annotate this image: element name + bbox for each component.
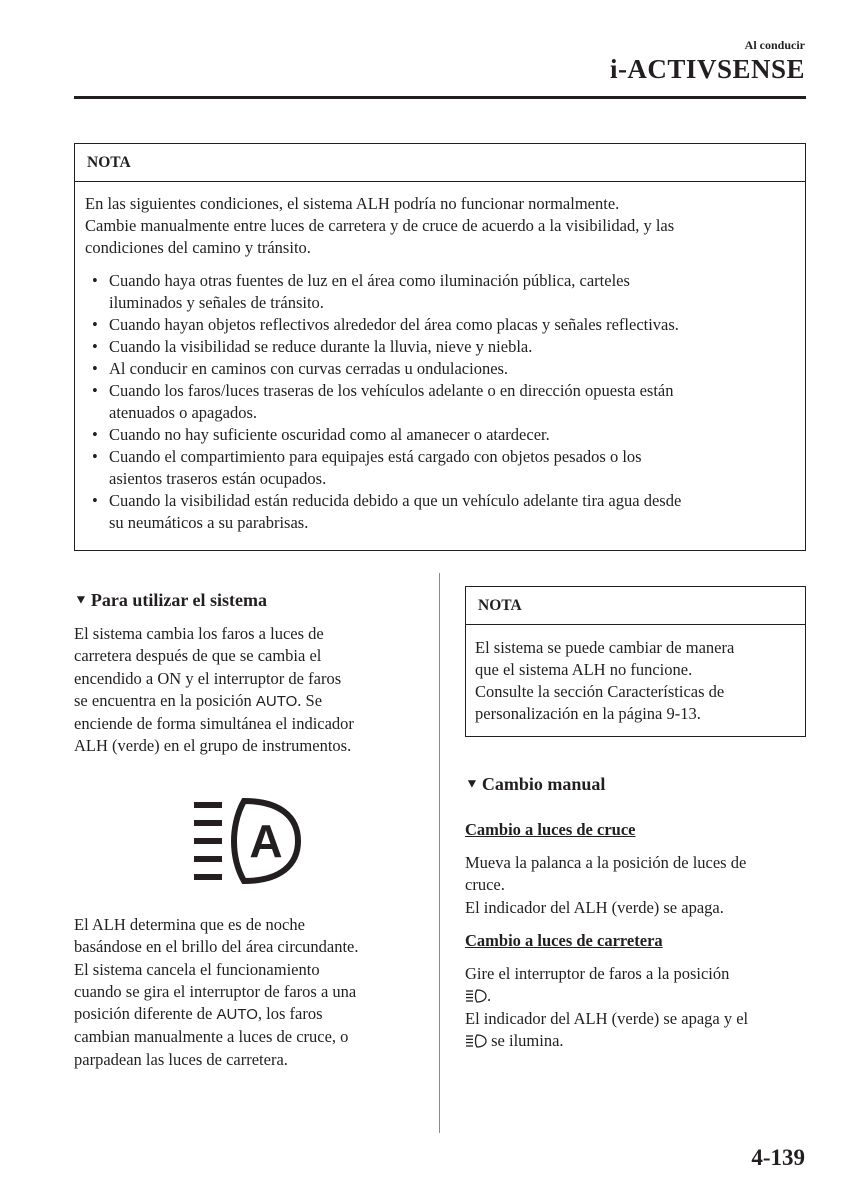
note-intro — [85, 193, 795, 259]
text-line: Gire el interruptor de faros a la posición — [465, 964, 730, 983]
paragraph-system-description — [74, 623, 424, 758]
note-label: NOTA — [75, 144, 805, 182]
text-line: carretera después de que se cambia el — [74, 646, 322, 666]
paragraph-high-beam — [465, 963, 810, 1052]
text-line: Consulte la sección Características de — [475, 682, 725, 701]
page-title: i-ACTIVSENSE — [609, 54, 805, 84]
note-label: NOTA — [466, 587, 805, 625]
auto-position-label: AUTO — [255, 692, 298, 710]
note-intro-line: Cambie manualmente entre luces de carretera y de cruce de acuerdo a la visibilidad, y las — [85, 216, 675, 235]
headlight-icon — [465, 989, 487, 1003]
triangle-bullet-icon: ▼ — [465, 777, 479, 791]
text-span: . Se — [297, 690, 323, 710]
list-item-line: • Cuando el compartimiento para equipajes está cargado con objetos pesados o los — [109, 447, 642, 466]
list-item-line: • Cuando hayan objetos reflectivos alrededor del área como placas y señales reflectivas. — [109, 315, 679, 334]
note-body — [466, 637, 805, 725]
icon-letter: A — [249, 815, 283, 867]
section-title-use-system — [74, 590, 267, 611]
conditions-list — [85, 270, 795, 534]
header-rule — [74, 96, 806, 99]
list-item — [85, 270, 795, 314]
paragraph-low-beam — [465, 852, 810, 919]
note-box-customization — [465, 586, 806, 737]
auto-position-label: AUTO — [216, 1006, 258, 1024]
list-item — [85, 314, 795, 336]
list-item-line: su neumáticos a su parabrisas. — [109, 513, 309, 532]
text-line: cambian manualmente a luces de cruce, o — [74, 1027, 349, 1047]
text-line: ALH (verde) en el grupo de instrumentos. — [74, 736, 352, 756]
list-item — [85, 490, 795, 534]
list-item — [85, 446, 795, 490]
text-line: enciende de forma simultánea el indicador — [74, 714, 354, 734]
list-item — [85, 358, 795, 380]
text-line: El sistema se puede cambiar de manera — [475, 638, 735, 657]
text-line — [465, 1030, 810, 1052]
text-line: El sistema cambia los faros a luces de — [74, 624, 324, 643]
list-item — [85, 336, 795, 358]
text-span: se encuentra en la posición — [74, 690, 256, 710]
list-item-line: asientos traseros están ocupados. — [109, 469, 327, 488]
text-span: se ilumina. — [487, 1030, 564, 1050]
section-title-manual-change — [465, 774, 605, 795]
section-title-text: Para utilizar el sistema — [90, 590, 267, 610]
text-span: , los faros — [257, 1004, 323, 1024]
column-divider — [439, 573, 440, 1133]
subsection-title-low-beam: Cambio a luces de cruce — [465, 820, 636, 839]
text-line — [465, 985, 810, 1007]
text-line: basándose en el brillo del área circundante. — [74, 937, 359, 957]
section-title-text: Cambio manual — [481, 774, 606, 794]
list-item — [85, 380, 795, 424]
text-line: Mueva la palanca a la posición de luces de — [465, 853, 747, 872]
list-item-line: • Cuando haya otras fuentes de luz en el área como iluminación pública, carteles — [109, 271, 630, 290]
text-line — [74, 690, 424, 713]
auto-headlight-icon — [188, 795, 306, 885]
text-span: posición diferente de — [74, 1004, 217, 1024]
list-item-line: • Cuando la visibilidad se reduce durante la lluvia, nieve y niebla. — [109, 337, 533, 356]
text-line: cruce. — [465, 875, 505, 895]
text-span: . — [487, 986, 492, 1006]
list-item — [85, 424, 795, 446]
text-line: que el sistema ALH no funcione. — [475, 660, 693, 679]
text-line: encendido a ON y el interruptor de faros — [74, 668, 342, 688]
triangle-bullet-icon: ▼ — [74, 593, 88, 607]
list-item-line: iluminados y señales de tránsito. — [109, 293, 324, 312]
note-box-conditions — [74, 143, 806, 551]
list-item-line: atenuados o apagados. — [109, 403, 257, 422]
list-item-line: • Al conducir en caminos con curvas cerradas u ondulaciones. — [109, 359, 509, 378]
text-line: cuando se gira el interruptor de faros a una — [74, 981, 357, 1001]
paragraph-alh-operation — [74, 914, 424, 1071]
headlight-icon — [465, 1034, 487, 1048]
subsection-title-high-beam: Cambio a luces de carretera — [465, 931, 663, 950]
note-intro-line: condiciones del camino y tránsito. — [85, 238, 311, 257]
text-line: El sistema cancela el funcionamiento — [74, 959, 320, 979]
text-line: El indicador del ALH (verde) se apaga y el — [465, 1008, 749, 1028]
text-line: El ALH determina que es de noche — [74, 915, 305, 934]
chapter-label: Al conducir — [744, 38, 805, 52]
text-line: El indicador del ALH (verde) se apaga. — [465, 897, 724, 917]
page-number: 4-139 — [751, 1145, 805, 1170]
text-line — [74, 1003, 424, 1026]
text-line: parpadean las luces de carretera. — [74, 1049, 288, 1069]
list-item-line: • Cuando no hay suficiente oscuridad como al amanecer o atardecer. — [109, 425, 550, 444]
note-body — [75, 193, 805, 534]
list-item-line: • Cuando los faros/luces traseras de los vehículos adelante o en dirección opuesta están — [109, 381, 674, 400]
note-intro-line: En las siguientes condiciones, el sistema ALH podría no funcionar normalmente. — [85, 194, 620, 213]
list-item-line: • Cuando la visibilidad están reducida debido a que un vehículo adelante tira agua desde — [109, 491, 682, 510]
text-line: personalización en la página 9-13. — [475, 704, 701, 723]
